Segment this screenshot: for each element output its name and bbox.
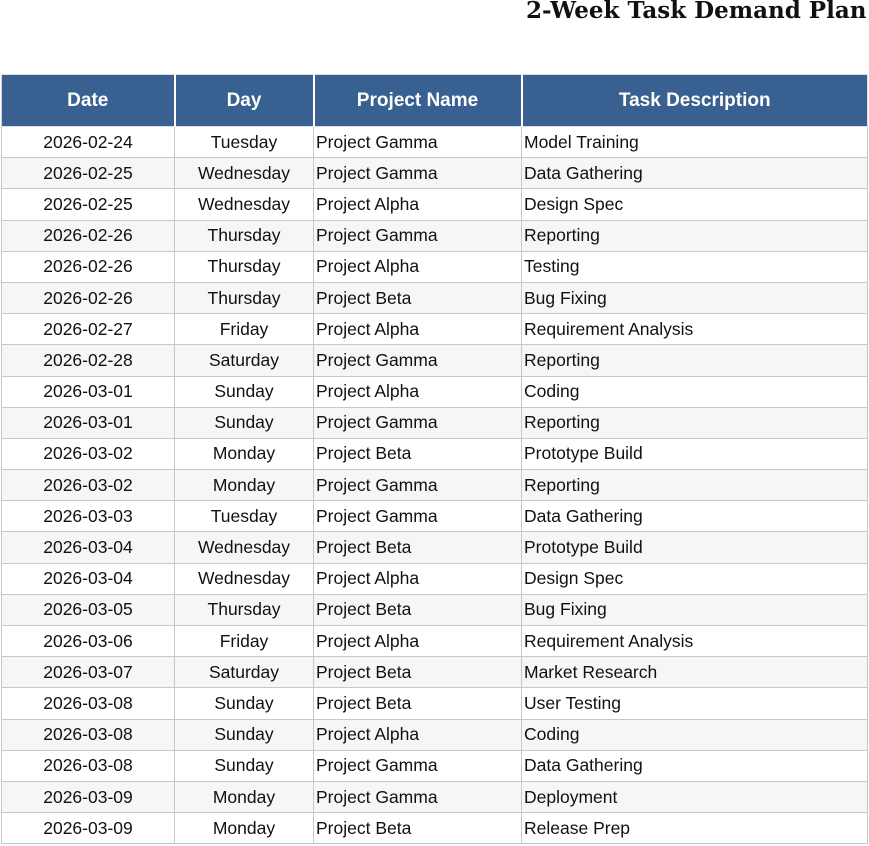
day-cell[interactable]: Friday bbox=[175, 626, 314, 657]
date-cell[interactable]: 2026-03-03 bbox=[2, 501, 175, 532]
project-name-cell[interactable]: Project Beta bbox=[314, 532, 522, 563]
table-row bbox=[2, 345, 868, 376]
task-description-cell[interactable]: Requirement Analysis bbox=[522, 626, 868, 657]
task-description-cell[interactable]: Bug Fixing bbox=[522, 594, 868, 625]
project-name-cell[interactable]: Project Beta bbox=[314, 438, 522, 469]
table-body bbox=[2, 127, 868, 844]
task-description-cell[interactable]: Coding bbox=[522, 376, 868, 407]
project-name-cell[interactable]: Project Beta bbox=[314, 657, 522, 688]
date-cell[interactable]: 2026-03-08 bbox=[2, 719, 175, 750]
day-cell[interactable]: Monday bbox=[175, 438, 314, 469]
header-row bbox=[2, 75, 868, 127]
project-name-cell[interactable]: Project Beta bbox=[314, 282, 522, 313]
column-header-day[interactable]: Day bbox=[175, 75, 314, 127]
table-row bbox=[2, 220, 868, 251]
project-name-cell[interactable]: Project Alpha bbox=[314, 376, 522, 407]
project-name-cell[interactable]: Project Alpha bbox=[314, 626, 522, 657]
task-description-cell[interactable]: Model Training bbox=[522, 127, 868, 158]
task-description-cell[interactable]: User Testing bbox=[522, 688, 868, 719]
day-cell[interactable]: Tuesday bbox=[175, 127, 314, 158]
sheet-title: 2-Week Task Demand Plan bbox=[526, 0, 867, 24]
task-description-cell[interactable]: Requirement Analysis bbox=[522, 314, 868, 345]
task-description-cell[interactable]: Design Spec bbox=[522, 563, 868, 594]
day-cell[interactable]: Saturday bbox=[175, 657, 314, 688]
table-row bbox=[2, 688, 868, 719]
project-name-cell[interactable]: Project Beta bbox=[314, 594, 522, 625]
table-row bbox=[2, 532, 868, 563]
day-cell[interactable]: Wednesday bbox=[175, 532, 314, 563]
day-cell[interactable]: Thursday bbox=[175, 220, 314, 251]
date-cell[interactable]: 2026-03-07 bbox=[2, 657, 175, 688]
task-description-cell[interactable]: Data Gathering bbox=[522, 158, 868, 189]
project-name-cell[interactable]: Project Alpha bbox=[314, 719, 522, 750]
task-description-cell[interactable]: Coding bbox=[522, 719, 868, 750]
day-cell[interactable]: Wednesday bbox=[175, 189, 314, 220]
table-row bbox=[2, 626, 868, 657]
date-cell[interactable]: 2026-02-25 bbox=[2, 158, 175, 189]
project-name-cell[interactable]: Project Gamma bbox=[314, 407, 522, 438]
task-description-cell[interactable]: Reporting bbox=[522, 345, 868, 376]
date-cell[interactable]: 2026-03-01 bbox=[2, 376, 175, 407]
day-cell[interactable]: Saturday bbox=[175, 345, 314, 376]
project-name-cell[interactable]: Project Gamma bbox=[314, 470, 522, 501]
table-row bbox=[2, 813, 868, 844]
table-row bbox=[2, 719, 868, 750]
task-description-cell[interactable]: Design Spec bbox=[522, 189, 868, 220]
date-cell[interactable]: 2026-03-09 bbox=[2, 781, 175, 812]
project-name-cell[interactable]: Project Beta bbox=[314, 688, 522, 719]
project-name-cell[interactable]: Project Alpha bbox=[314, 563, 522, 594]
project-name-cell[interactable]: Project Alpha bbox=[314, 251, 522, 282]
date-cell[interactable]: 2026-02-27 bbox=[2, 314, 175, 345]
date-cell[interactable]: 2026-02-24 bbox=[2, 127, 175, 158]
date-cell[interactable]: 2026-02-26 bbox=[2, 251, 175, 282]
date-cell[interactable]: 2026-03-05 bbox=[2, 594, 175, 625]
day-cell[interactable]: Sunday bbox=[175, 719, 314, 750]
table-row bbox=[2, 127, 868, 158]
day-cell[interactable]: Sunday bbox=[175, 750, 314, 781]
day-cell[interactable]: Thursday bbox=[175, 251, 314, 282]
task-description-cell[interactable]: Testing bbox=[522, 251, 868, 282]
table-row bbox=[2, 158, 868, 189]
task-description-cell[interactable]: Market Research bbox=[522, 657, 868, 688]
date-cell[interactable]: 2026-02-26 bbox=[2, 282, 175, 313]
day-cell[interactable]: Sunday bbox=[175, 688, 314, 719]
task-description-cell[interactable]: Bug Fixing bbox=[522, 282, 868, 313]
table-row bbox=[2, 189, 868, 220]
date-cell[interactable]: 2026-03-02 bbox=[2, 438, 175, 469]
table-row bbox=[2, 657, 868, 688]
date-cell[interactable]: 2026-03-06 bbox=[2, 626, 175, 657]
date-cell[interactable]: 2026-03-08 bbox=[2, 688, 175, 719]
table-row bbox=[2, 470, 868, 501]
task-description-cell[interactable]: Reporting bbox=[522, 220, 868, 251]
date-cell[interactable]: 2026-03-04 bbox=[2, 532, 175, 563]
project-name-cell[interactable]: Project Gamma bbox=[314, 127, 522, 158]
table-row bbox=[2, 376, 868, 407]
column-header-project-name[interactable]: Project Name bbox=[314, 75, 522, 127]
project-name-cell[interactable]: Project Beta bbox=[314, 813, 522, 844]
date-cell[interactable]: 2026-03-04 bbox=[2, 563, 175, 594]
task-description-cell[interactable]: Data Gathering bbox=[522, 501, 868, 532]
project-name-cell[interactable]: Project Alpha bbox=[314, 189, 522, 220]
day-cell[interactable]: Thursday bbox=[175, 594, 314, 625]
date-cell[interactable]: 2026-03-09 bbox=[2, 813, 175, 844]
day-cell[interactable]: Monday bbox=[175, 470, 314, 501]
day-cell[interactable]: Wednesday bbox=[175, 158, 314, 189]
date-cell[interactable]: 2026-02-28 bbox=[2, 345, 175, 376]
day-cell[interactable]: Tuesday bbox=[175, 501, 314, 532]
project-name-cell[interactable]: Project Gamma bbox=[314, 220, 522, 251]
day-cell[interactable]: Thursday bbox=[175, 282, 314, 313]
task-description-cell[interactable]: Reporting bbox=[522, 407, 868, 438]
table-row bbox=[2, 501, 868, 532]
table-row bbox=[2, 407, 868, 438]
task-description-cell[interactable]: Deployment bbox=[522, 781, 868, 812]
project-name-cell[interactable]: Project Gamma bbox=[314, 501, 522, 532]
task-demand-table bbox=[1, 74, 868, 844]
task-description-cell[interactable]: Prototype Build bbox=[522, 438, 868, 469]
task-description-cell[interactable]: Release Prep bbox=[522, 813, 868, 844]
day-cell[interactable]: Monday bbox=[175, 813, 314, 844]
date-cell[interactable]: 2026-02-25 bbox=[2, 189, 175, 220]
column-header-date[interactable]: Date bbox=[2, 75, 175, 127]
day-cell[interactable]: Wednesday bbox=[175, 563, 314, 594]
project-name-cell[interactable]: Project Gamma bbox=[314, 781, 522, 812]
table-row bbox=[2, 251, 868, 282]
table-row bbox=[2, 781, 868, 812]
day-cell[interactable]: Friday bbox=[175, 314, 314, 345]
project-name-cell[interactable]: Project Gamma bbox=[314, 345, 522, 376]
task-description-cell[interactable]: Prototype Build bbox=[522, 532, 868, 563]
project-name-cell[interactable]: Project Gamma bbox=[314, 158, 522, 189]
project-name-cell[interactable]: Project Gamma bbox=[314, 750, 522, 781]
table-row bbox=[2, 594, 868, 625]
table-row bbox=[2, 438, 868, 469]
task-description-cell[interactable]: Reporting bbox=[522, 470, 868, 501]
table-row bbox=[2, 750, 868, 781]
day-cell[interactable]: Monday bbox=[175, 781, 314, 812]
task-description-cell[interactable]: Data Gathering bbox=[522, 750, 868, 781]
day-cell[interactable]: Sunday bbox=[175, 376, 314, 407]
column-header-task-description[interactable]: Task Description bbox=[522, 75, 868, 127]
table-row bbox=[2, 282, 868, 313]
date-cell[interactable]: 2026-03-02 bbox=[2, 470, 175, 501]
day-cell[interactable]: Sunday bbox=[175, 407, 314, 438]
date-cell[interactable]: 2026-02-26 bbox=[2, 220, 175, 251]
table-row bbox=[2, 314, 868, 345]
table-row bbox=[2, 563, 868, 594]
project-name-cell[interactable]: Project Alpha bbox=[314, 314, 522, 345]
date-cell[interactable]: 2026-03-01 bbox=[2, 407, 175, 438]
date-cell[interactable]: 2026-03-08 bbox=[2, 750, 175, 781]
